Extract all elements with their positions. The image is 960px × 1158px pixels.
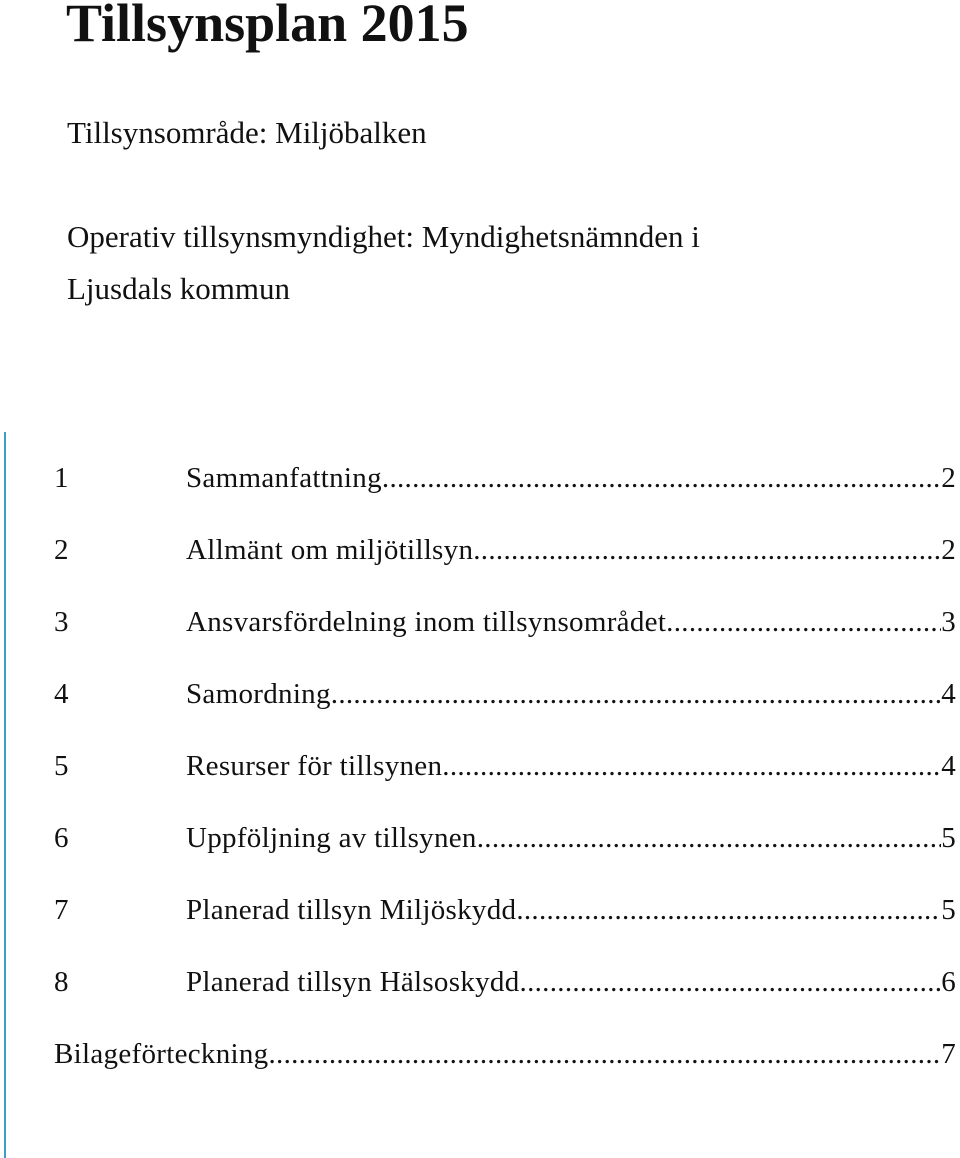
toc-label: Allmänt om miljötillsyn [186, 534, 474, 566]
toc-number: 3 [54, 606, 69, 638]
toc-leader [268, 1038, 941, 1071]
toc-page: 3 [941, 606, 956, 638]
authority-line-1: Operativ tillsynsmyndighet: Myndighetsnämnden i [67, 219, 700, 254]
toc-number: 1 [54, 462, 69, 494]
toc-leader [473, 534, 941, 567]
toc-page: 4 [941, 678, 956, 710]
toc-page: 4 [941, 750, 956, 782]
authority-line-2: Ljusdals kommun [67, 271, 291, 306]
toc-leader [477, 822, 941, 855]
toc-page: 7 [941, 1038, 956, 1070]
toc-number: 7 [54, 894, 69, 926]
toc-entry[interactable] [54, 750, 956, 822]
toc-entry[interactable] [54, 894, 956, 966]
toc-entry[interactable] [54, 678, 956, 750]
toc-label: Samordning [186, 678, 331, 710]
toc-entry[interactable] [54, 462, 956, 534]
toc-entry[interactable] [54, 966, 956, 1038]
toc-page: 6 [941, 966, 956, 998]
toc-number: 6 [54, 822, 69, 854]
toc-leader [442, 750, 941, 783]
margin-rule [4, 432, 6, 1158]
toc-label: Sammanfattning [186, 462, 382, 494]
toc-label: Uppföljning av tillsynen [186, 822, 477, 854]
toc-leader [516, 894, 941, 927]
toc-leader [382, 462, 941, 495]
toc-entry[interactable] [54, 606, 956, 678]
supervision-area: Tillsynsområde: Miljöbalken [67, 115, 427, 150]
toc-number: 5 [54, 750, 69, 782]
toc-entry[interactable] [54, 822, 956, 894]
toc-page: 2 [941, 462, 956, 494]
toc-label: Planerad tillsyn Miljöskydd [186, 894, 517, 926]
toc-label: Bilageförteckning [54, 1038, 269, 1070]
toc-page: 2 [941, 534, 956, 566]
toc-number: 8 [54, 966, 69, 998]
toc-label: Planerad tillsyn Hälsoskydd [186, 966, 520, 998]
toc-entry[interactable] [54, 534, 956, 606]
toc-leader [666, 606, 941, 639]
toc-number: 4 [54, 678, 69, 710]
toc-page: 5 [941, 822, 956, 854]
toc-leader [331, 678, 941, 711]
toc-leader [520, 966, 942, 999]
toc-page: 5 [941, 894, 956, 926]
toc-label: Resurser för tillsynen [186, 750, 443, 782]
toc-number: 2 [54, 534, 69, 566]
toc-label: Ansvarsfördelning inom tillsynsområdet [186, 606, 667, 638]
toc-entry-appendix[interactable] [54, 1038, 956, 1110]
table-of-contents [54, 462, 956, 1110]
page-title: Tillsynsplan 2015 [66, 0, 469, 53]
